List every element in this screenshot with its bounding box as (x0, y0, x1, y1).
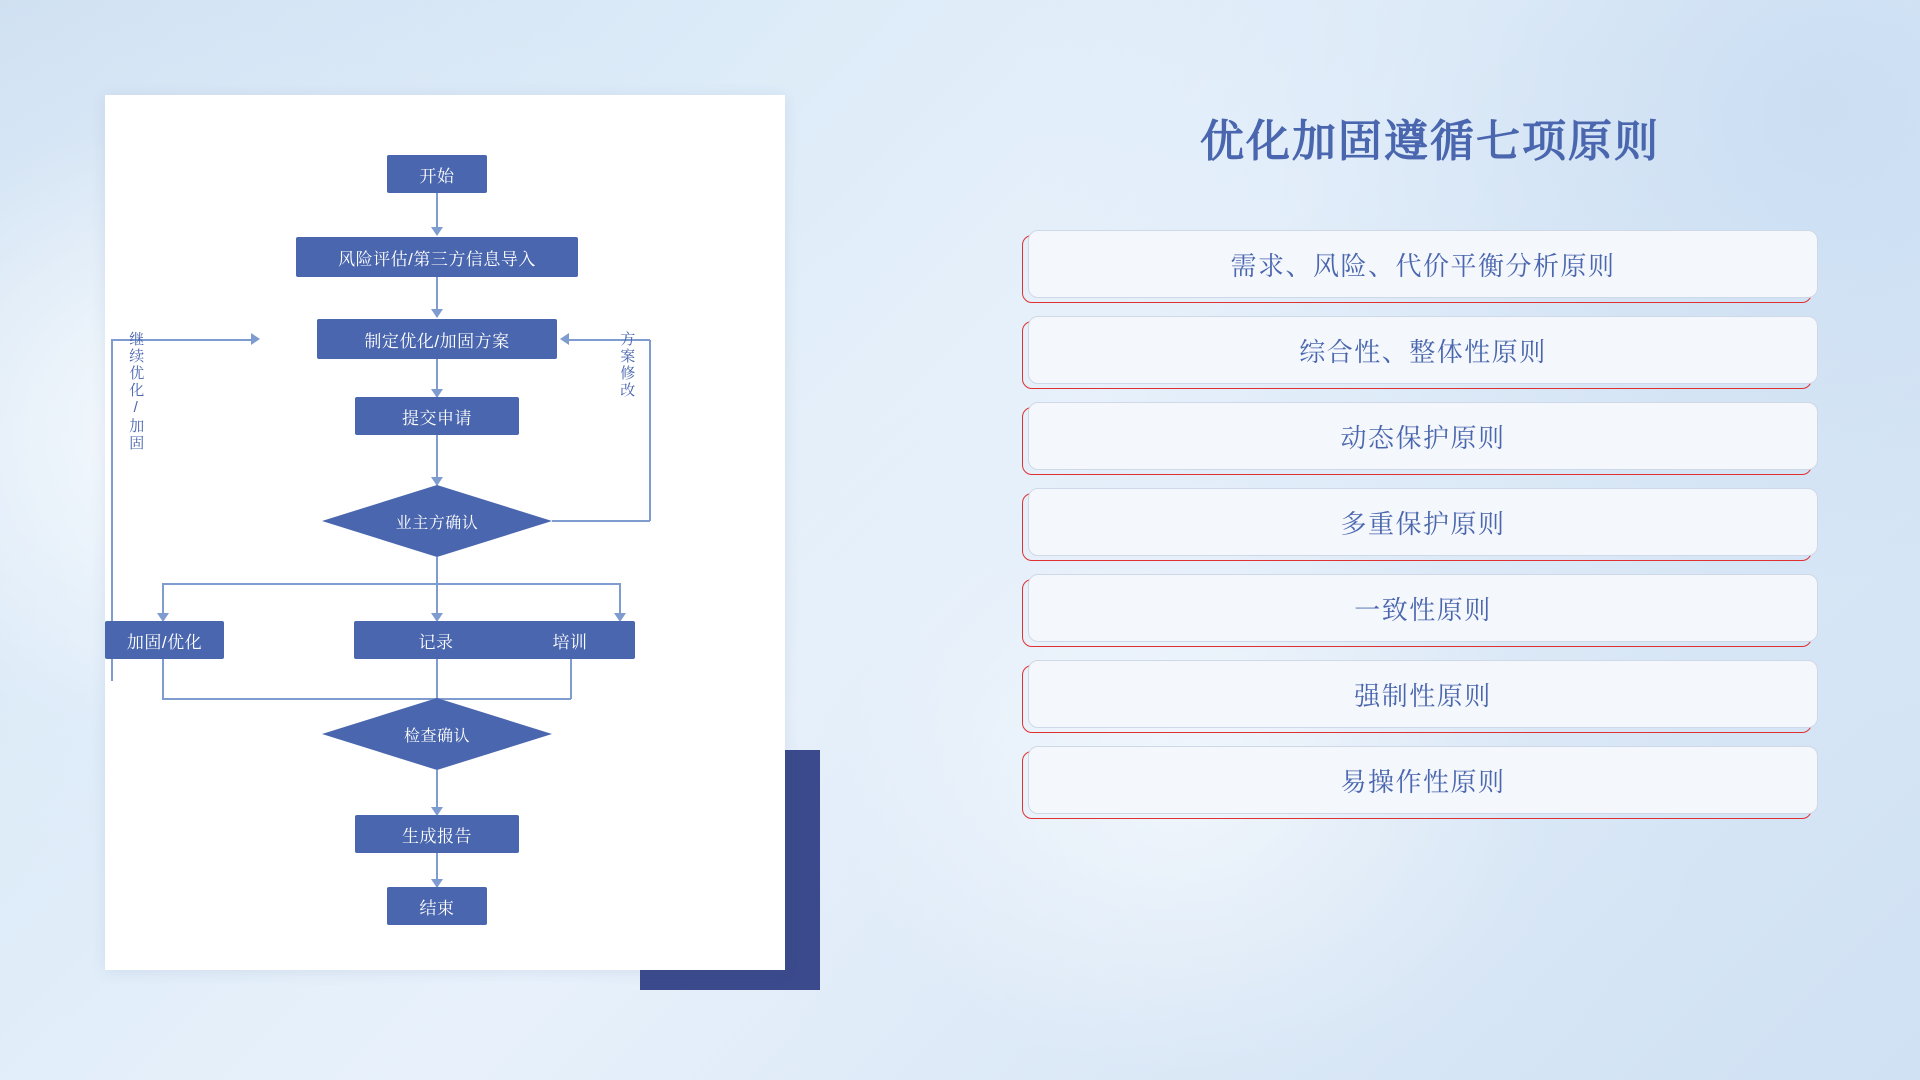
flow-node-submit: 提交申请 (355, 397, 519, 435)
principle-label: 易操作性原则 (1028, 746, 1818, 814)
flow-node-plan: 制定优化/加固方案 (317, 319, 557, 359)
edge-label-plan-revision: 方案修改 (618, 331, 636, 399)
page-title: 优化加固遵循七项原则 (1200, 117, 1660, 166)
edge-right-to-plan (567, 339, 650, 341)
flow-node-check-confirm-label: 检查确认 (403, 727, 470, 745)
edge-confirm-right (552, 520, 650, 522)
principle-label: 多重保护原则 (1028, 488, 1818, 556)
flowchart-card (105, 95, 785, 970)
edge-merge-mid (436, 659, 438, 699)
arrowhead-continue-optimize (251, 333, 260, 345)
flow-node-reinforce: 加固/优化 (105, 621, 224, 659)
arrowhead-plan-revision (560, 333, 569, 345)
list-item[interactable] (1022, 488, 1822, 556)
edge-confirm-down (436, 557, 438, 584)
arrowhead-plan (431, 309, 443, 318)
edge-label-continue-optimize: 继续优化/加固 (127, 331, 145, 452)
edge-merge-left (162, 659, 164, 699)
principle-label: 动态保护原则 (1028, 402, 1818, 470)
edge-merge-right (570, 659, 572, 699)
flow-node-training: 培训 (505, 621, 635, 659)
flow-node-record: 记录 (354, 621, 518, 659)
edge-right-up (649, 340, 651, 521)
flow-node-owner-confirm-label: 业主方确认 (395, 514, 479, 532)
principle-label: 强制性原则 (1028, 660, 1818, 728)
principle-label: 需求、风险、代价平衡分析原则 (1028, 230, 1818, 298)
arrowhead-risk (431, 227, 443, 236)
flow-node-owner-confirm (322, 485, 552, 557)
principle-label: 综合性、整体性原则 (1028, 316, 1818, 384)
flow-node-start: 开始 (387, 155, 487, 193)
list-item[interactable] (1022, 402, 1822, 470)
list-item[interactable] (1022, 316, 1822, 384)
principle-label: 一致性原则 (1028, 574, 1818, 642)
flow-node-check-confirm (322, 698, 552, 770)
flow-node-risk-assessment: 风险评估/第三方信息导入 (296, 237, 578, 277)
list-item[interactable] (1022, 660, 1822, 728)
flow-node-report: 生成报告 (355, 815, 519, 853)
principles-list (1022, 230, 1822, 832)
list-item[interactable] (1022, 230, 1822, 298)
edge-branch-bus (162, 583, 620, 585)
flow-node-end: 结束 (387, 887, 487, 925)
list-item[interactable] (1022, 746, 1822, 814)
list-item[interactable] (1022, 574, 1822, 642)
